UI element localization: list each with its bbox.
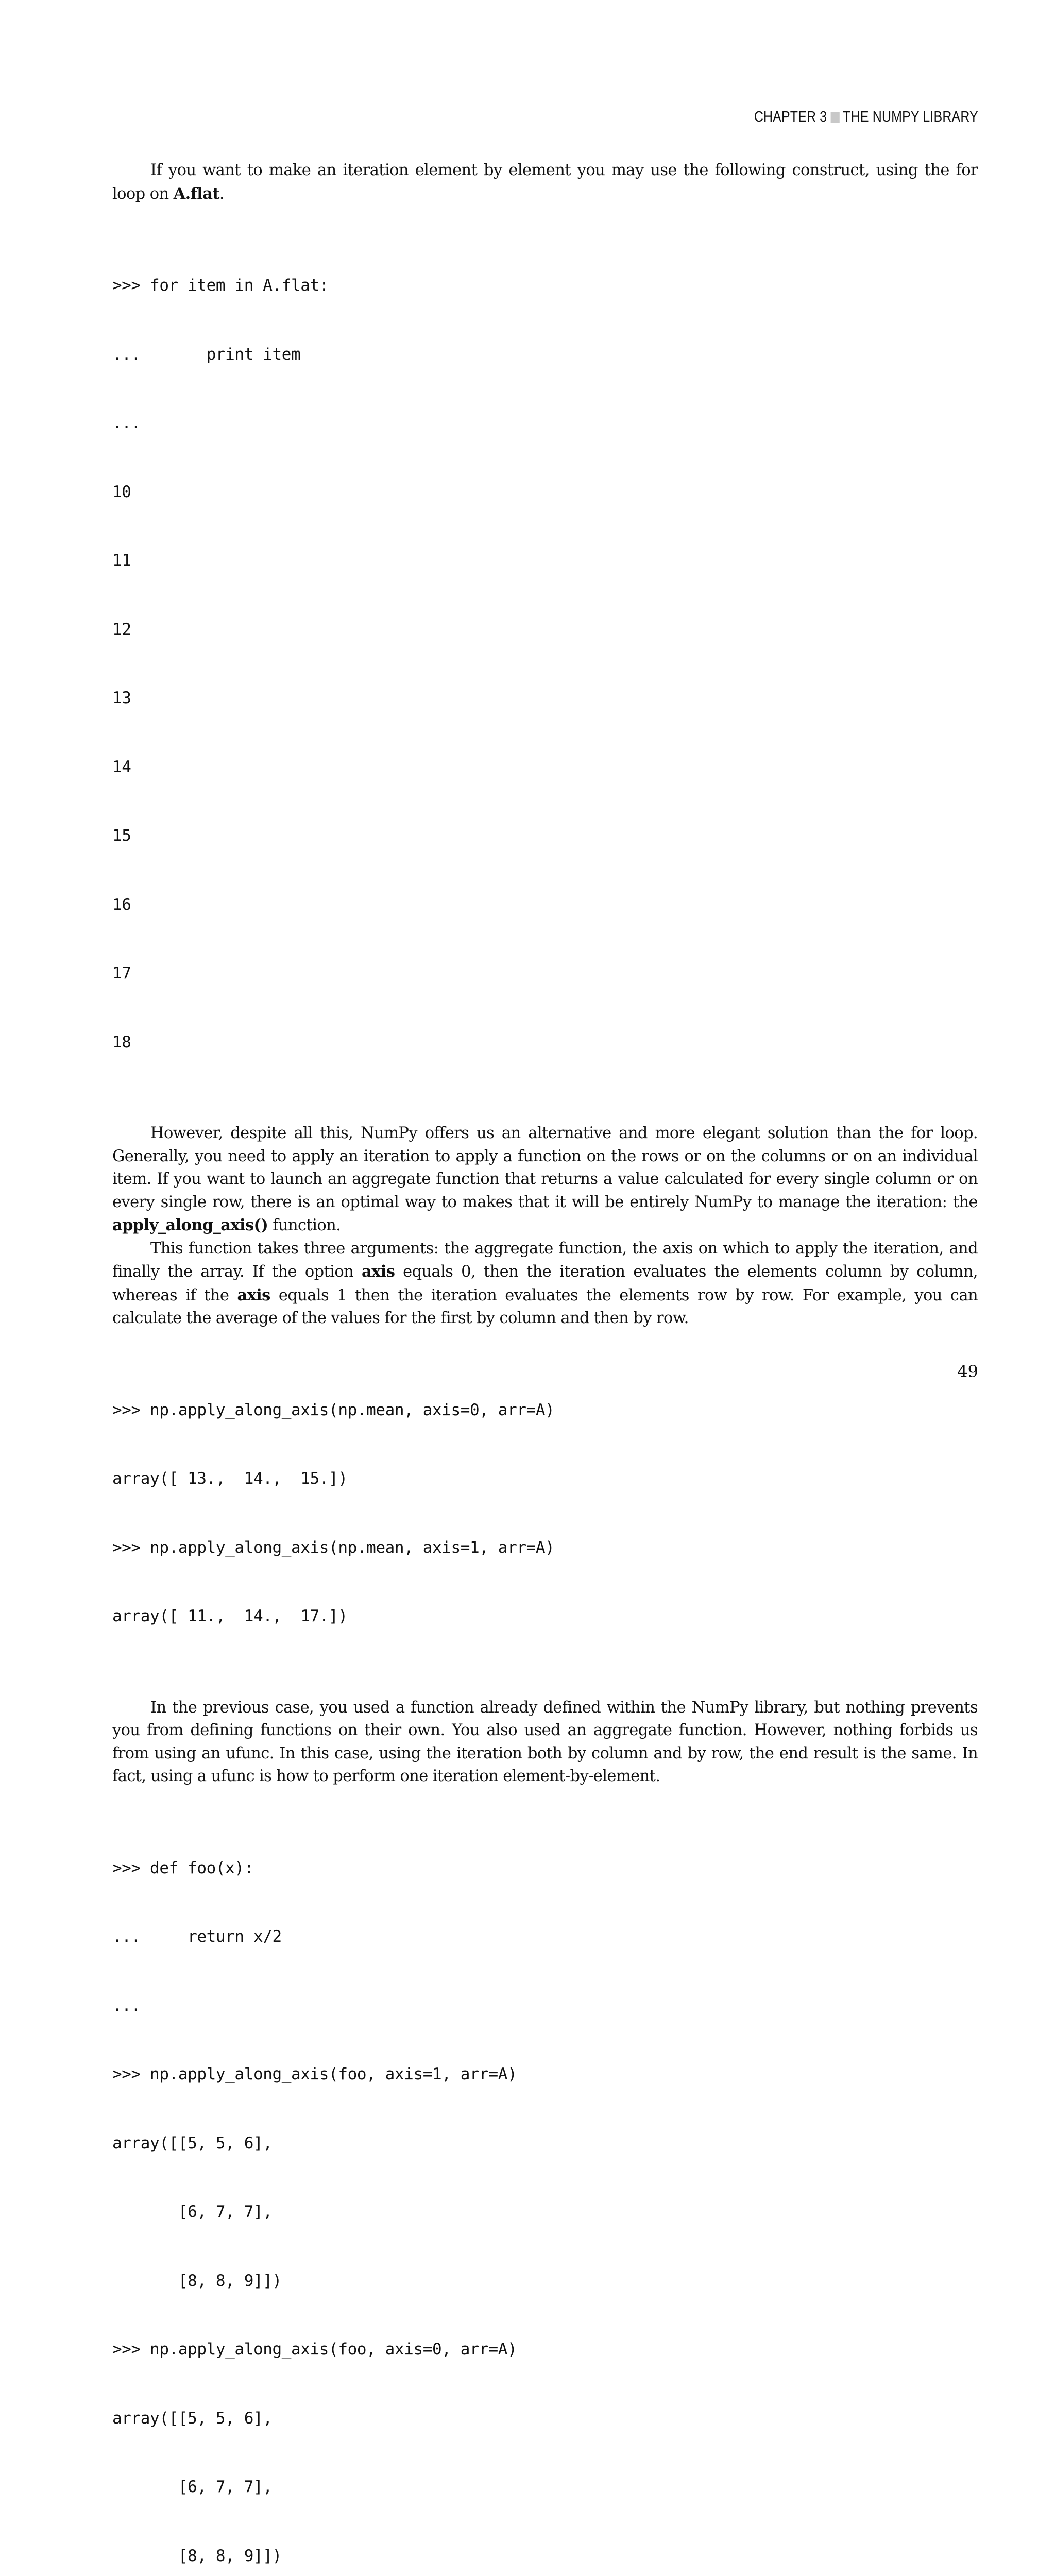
code-line: >>> def foo(x):	[112, 1857, 978, 1880]
code-line: [6, 7, 7],	[112, 2200, 978, 2224]
code-block-flat-loop	[112, 228, 978, 1099]
code-line: array([[5, 5, 6],	[112, 2132, 978, 2155]
bold-term: axis	[237, 1286, 270, 1304]
running-header	[754, 109, 978, 126]
code-line: array([ 11., 14., 17.])	[112, 1605, 978, 1628]
bold-term: A.flat	[174, 184, 219, 203]
code-line: [8, 8, 9]])	[112, 2269, 978, 2293]
code-line: [6, 7, 7],	[112, 2476, 978, 2499]
code-line: 13	[112, 687, 978, 710]
code-line: [8, 8, 9]])	[112, 2545, 978, 2568]
code-line: ... return x/2	[112, 1925, 978, 1948]
page-body	[112, 159, 978, 2576]
code-line: 15	[112, 824, 978, 848]
code-line: >>> np.apply_along_axis(np.mean, axis=1, arr=A)	[112, 1536, 978, 1560]
paragraph-function-arguments: This function takes three arguments: the aggregate function, the axis on which to apply the iteration, and finally the array. If the option axis equals 0, then the iteration evaluates the elements column by column, whereas if the axis equals 1 then the iteration evaluates the elements row by row. For example, you can calculate the average of the values for the first by column and then by row.	[112, 1238, 978, 1330]
code-line: array([ 13., 14., 15.])	[112, 1467, 978, 1490]
code-line: 17	[112, 962, 978, 985]
code-line: array([[5, 5, 6],	[112, 2407, 978, 2430]
code-line: ... print item	[112, 343, 978, 366]
code-line: 12	[112, 618, 978, 641]
separator-square-icon	[830, 112, 839, 123]
bold-term: axis	[362, 1262, 395, 1281]
code-line: ...	[112, 1994, 978, 2018]
paragraph-ufunc: In the previous case, you used a function already defined within the NumPy library, but nothing prevents you from defining functions on their own. You also used an aggregate function. However, nothing forbids us from using an ufunc. In this case, using the iteration both by column and by row, the end result is the same. In fact, using a ufunc is how to perform one iteration element-by-element.	[112, 1697, 978, 1788]
code-line: >>> np.apply_along_axis(np.mean, axis=0, arr=A)	[112, 1399, 978, 1422]
code-block-mean	[112, 1353, 978, 1674]
code-line: 14	[112, 756, 978, 779]
page-number: 49	[957, 1362, 978, 1381]
code-line: >>> np.apply_along_axis(foo, axis=1, arr=A)	[112, 2063, 978, 2086]
code-block-foo	[112, 1811, 978, 2576]
code-line: 16	[112, 893, 978, 917]
chapter-title: THE NUMPY LIBRARY	[843, 109, 978, 125]
code-line: 18	[112, 1031, 978, 1054]
code-line: 11	[112, 549, 978, 572]
code-line: >>> np.apply_along_axis(foo, axis=0, arr=A)	[112, 2338, 978, 2361]
chapter-label: CHAPTER 3	[754, 109, 827, 125]
code-line: 10	[112, 481, 978, 504]
code-line: >>> for item in A.flat:	[112, 274, 978, 297]
bold-term: apply_along_axis()	[112, 1216, 268, 1234]
paragraph-apply-along-axis-intro: However, despite all this, NumPy offers us an alternative and more elegant solution than the for loop. Generally, you need to apply an iteration to apply a function on the rows or on the columns or on an individual item. If you want to launch an aggregate function that returns a value calculated for every single column or on every single row, there is an optimal way to makes that it will be entirely NumPy to manage the iteration: the apply_along_axis() function.	[112, 1122, 978, 1238]
code-line: ...	[112, 412, 978, 435]
paragraph-flat-iteration: If you want to make an iteration element by element you may use the following construct, using the for loop on A.flat.	[112, 159, 978, 206]
